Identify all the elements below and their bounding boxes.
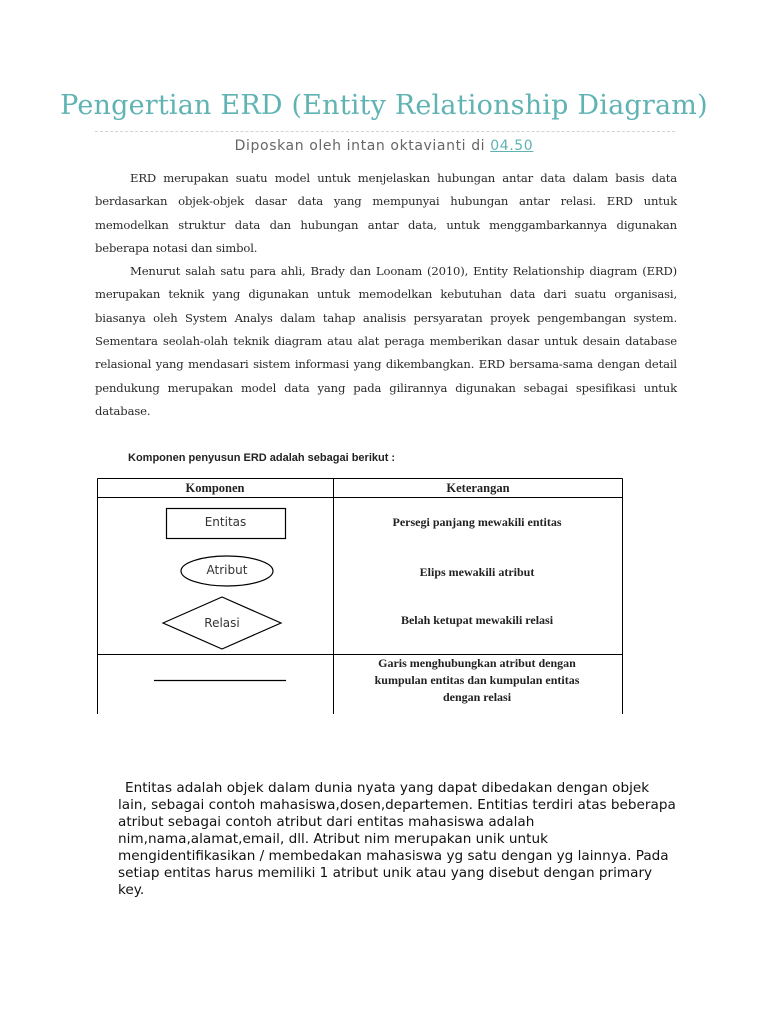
title-divider xyxy=(95,131,675,132)
connector-description-line-1: Garis menghubungkan atribut dengan xyxy=(378,656,576,670)
post-body xyxy=(95,167,677,423)
attribute-shape-label: Atribut xyxy=(206,563,248,577)
attribute-description: Elips mewakili atribut xyxy=(419,565,535,579)
paragraph-1: ERD merupakan suatu model untuk menjelaskan hubungan antar data dalam basis data berdasarkan objek-objek dasar data yang mempunyai hubungan antar relasi. ERD untuk memodelkan struktur data dan hubungan antar data, untuk menggambarkannya digunakan beberapa notasi dan simbol. xyxy=(95,171,677,255)
table-caption: Komponen penyusun ERD adalah sebagai berikut : xyxy=(128,452,396,464)
connector-description xyxy=(337,655,617,706)
erd-component-table xyxy=(97,478,623,714)
entity-description: Persegi panjang mewakili entitas xyxy=(392,515,562,529)
post-title: Pengertian ERD (Entity Relationship Diagram) xyxy=(60,90,708,121)
paragraph-2: Menurut salah satu para ahli, Brady dan Loonam (2010), Entity Relationship diagram (ERD) merupakan teknik yang digunakan untuk memodelkan kebutuhan data dari suatu organisasi, biasanya oleh System Analys dalam tahap analisis persyaratan proyek pengembangan system. Sementara seolah-olah teknik diagram atau alat peraga memberikan dasar untuk desain database relasional yang mendasari sistem informasi yang dikembangkan. ERD bersama-sama dengan detail pendukung merupakan model data yang pada gilirannya digunakan sebagai spesifikasi untuk database. xyxy=(95,264,677,418)
relation-shape-label: Relasi xyxy=(204,616,240,630)
relation-description: Belah ketupat mewakili relasi xyxy=(400,613,554,627)
entity-shape-label: Entitas xyxy=(204,515,247,529)
connector-description-line-2: kumpulan entitas dan kumpulan entitas xyxy=(374,673,580,687)
entity-explanation-paragraph: Entitas adalah objek dalam dunia nyata yang dapat dibedakan dengan objek lain, sebagai contoh mahasiswa,dosen,departemen. Entitias terdiri atas beberapa atribut sebagai contoh atribut dari entitas mahasiswa adalah nim,nama,alamat,email, dll. Atribut nim merupakan unik untuk mengidentifikasikan / membedakan mahasiswa yg satu dengan yg lainnya. Pada setiap entitas harus memiliki 1 atribut unik atau yang disebut dengan primary key. xyxy=(118,780,676,898)
post-time-link[interactable]: 04.50 xyxy=(490,138,534,154)
byline-author-text: Diposkan oleh intan oktavianti di xyxy=(234,138,491,154)
header-komponen: Komponen xyxy=(185,481,245,495)
connector-description-line-3: dengan relasi xyxy=(442,690,512,704)
post-byline xyxy=(0,138,768,154)
header-keterangan: Keterangan xyxy=(446,481,510,495)
